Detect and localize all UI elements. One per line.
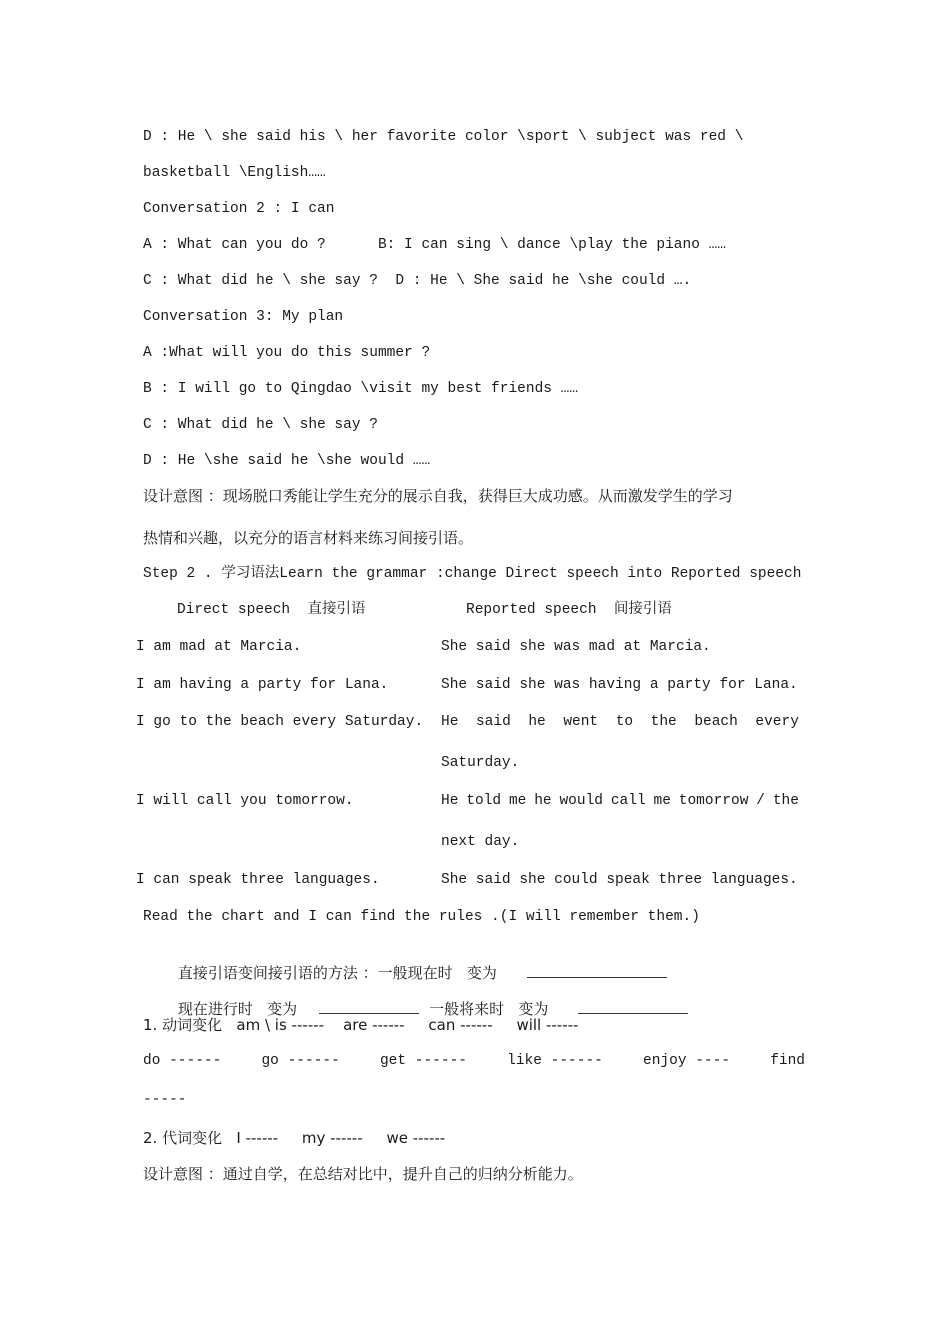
dialogue-line: basketball \English…… [143,165,326,181]
design-intent: 设计意图 ：现场脱口秀能让学生充分的展示自我，获得巨大成功感。从而激发学生的学习 [143,487,733,505]
design-intent: 热情和兴趣，以充分的语言材料来练习间接引语。 [143,529,474,547]
rule-text: 一般将来时 变为 [429,1000,549,1018]
section-heading: Conversation 2 : I can [143,201,335,217]
word: went [563,714,599,730]
instruction-line: Read the chart and I can find the rules .(I will remember them.) [143,909,700,925]
word: the [772,793,799,809]
verb-item: find [770,1053,805,1069]
table-header-direct: Direct speech 直接引语 [177,602,366,618]
word: said [475,714,511,730]
verb-change-line [143,1051,805,1071]
verb-item: do ------ [143,1053,222,1069]
dialogue-line: A :What will you do this summer ? [143,345,431,361]
step-heading: Step 2 . 学习语法Learn the grammar :change Direct speech into Reported speech [143,566,802,582]
table-cell-direct: I am having a party for Lana. [136,677,389,693]
verb-change-cont: ----- [143,1092,187,1108]
dialogue-line: A : What can you do ? B: I can sing \ dance \play the piano …… [143,237,726,253]
dialogue-line: C : What did he \ she say ? [143,417,378,433]
word: call [610,793,646,809]
word: every [755,714,799,730]
table-cell-direct: I go to the beach every Saturday. [136,714,424,730]
design-intent: 设计意图 ：通过自学，在总结对比中，提升自己的归纳分析能力。 [143,1165,583,1183]
dialogue-line: D : He \ she said his \ her favorite color \sport \ subject was red \ [143,129,744,145]
word: beach [694,714,738,730]
table-cell-reported [441,712,799,732]
word: to [615,714,634,730]
word: the [650,714,677,730]
verb-item: go ------ [261,1053,340,1069]
verb-change-line: 1. 动词变化 am \ is ------ are ------ can ------ will ------ [143,1016,579,1034]
word: me [508,793,527,809]
table-cell-direct: I can speak three languages. [136,872,380,888]
word: would [559,793,603,809]
rule-text: 现在进行时 变为 [177,1000,298,1018]
dialogue-line: C : What did he \ she say ? D : He \ She said he \she could …. [143,273,692,289]
word: he [534,793,552,809]
verb-item: enjoy ---- [643,1053,731,1069]
word: tomorrow [678,793,749,809]
table-cell-reported-cont: Saturday. [441,755,520,771]
table-cell-direct: I am mad at Marcia. [136,639,302,655]
table-cell-reported: She said she could speak three languages. [441,872,798,888]
dialogue-line: B : I will go to Qingdao \visit my best friends …… [143,381,579,397]
verb-item: like ------ [507,1053,603,1069]
table-header-reported: Reported speech 间接引语 [466,602,672,618]
word: me [653,793,671,809]
table-cell-reported: She said she was mad at Marcia. [441,639,711,655]
word: He [441,793,459,809]
table-cell-reported: She said she was having a party for Lana. [441,677,798,693]
section-heading: Conversation 3: My plan [143,309,344,325]
table-cell-direct: I will call you tomorrow. [136,793,354,809]
table-cell-reported [441,791,799,811]
verb-item: get ------ [379,1053,467,1069]
word: he [528,714,546,730]
word: / [756,793,765,809]
word: He [441,714,459,730]
fill-blank[interactable] [319,999,419,1014]
fill-blank[interactable] [578,999,688,1014]
rule-text: 直接引语变间接引语的方法 ：一般现在时 变为 [177,964,497,982]
word: told [466,793,502,809]
pronoun-change-line: 2. 代词变化 I ------ my ------ we ------ [143,1129,446,1147]
fill-blank[interactable] [527,963,667,978]
table-cell-reported-cont: next day. [441,834,520,850]
dialogue-line: D : He \she said he \she would …… [143,453,431,469]
